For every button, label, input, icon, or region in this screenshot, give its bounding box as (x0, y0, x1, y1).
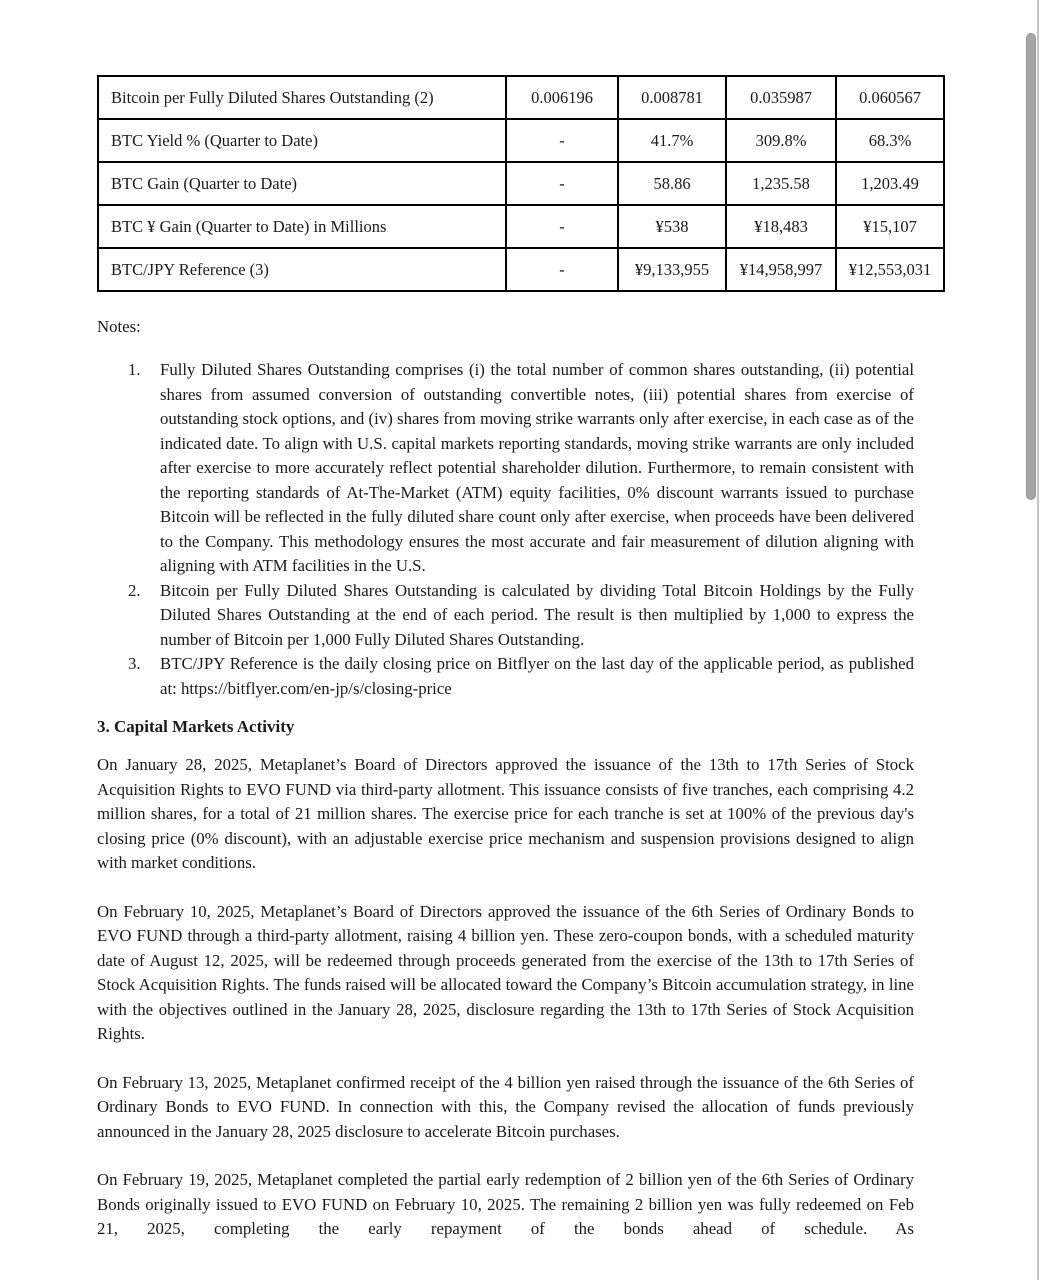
note-text: Bitcoin per Fully Diluted Shares Outstanding is calculated by dividing Total Bitcoin Holdings by the Fully Diluted Shares Outstanding at the end of each period. The result is then multiplied by 1,000 to express the number of Bitcoin per 1,000 Fully Diluted Shares Outstanding. (160, 580, 914, 649)
table-row (98, 248, 944, 291)
note-marker: 2. (128, 580, 141, 600)
notes-heading: Notes: (97, 317, 141, 336)
metric-label: BTC ¥ Gain (Quarter to Date) in Millions (98, 205, 506, 248)
btc-metrics-table (97, 75, 945, 292)
paragraph-feb-13: On February 13, 2025, Metaplanet confirmed receipt of the 4 billion yen raised through the issuance of the 6th Series of Ordinary Bonds to EVO FUND. In connection with this, the Company revised the allocation of funds previously announced in the January 28, 2025 disclosure to accelerate Bitcoin purchases. (97, 1072, 914, 1141)
metric-label: BTC Gain (Quarter to Date) (98, 162, 506, 205)
metric-value: ¥538 (618, 205, 726, 248)
metric-value: 0.008781 (618, 76, 726, 119)
metric-value: - (506, 119, 618, 162)
section-heading-capital-markets: 3. Capital Markets Activity (97, 717, 295, 736)
metric-value: 1,235.58 (726, 162, 836, 205)
metric-value: 0.035987 (726, 76, 836, 119)
table-row (98, 76, 944, 119)
table-row (98, 162, 944, 205)
page-edge-divider (1037, 0, 1039, 1280)
metric-value: 1,203.49 (836, 162, 944, 205)
note-item (97, 358, 914, 579)
table-row (98, 119, 944, 162)
note-text: Fully Diluted Shares Outstanding comprises (i) the total number of common shares outstanding, (ii) potential shares from assumed conversion of outstanding convertible notes, (iii) potential shares from exercise of outstanding stock options, and (iv) shares from moving strike warrants only after exercise, in each case as of the indicated date. To align with U.S. capital markets reporting standards, moving strike warrants are only included after exercise to more accurately reflect potential shareholder dilution. Furthermore, to remain consistent with the reporting standards of At-The-Market (ATM) equity facilities, 0% discount warrants issued to purchase Bitcoin will be reflected in the fully diluted share count only after exercise, when proceeds have been delivered to the Company. This methodology ensures the most accurate and fair measurement of dilution aligning with aligning with ATM facilities in the U.S. (160, 360, 914, 575)
metric-value: 58.86 (618, 162, 726, 205)
metric-value: 0.060567 (836, 76, 944, 119)
note-item (97, 652, 914, 701)
note-marker: 1. (128, 360, 141, 379)
metric-value: ¥9,133,955 (618, 248, 726, 291)
note-marker: 3. (128, 654, 141, 673)
table-row (98, 205, 944, 248)
metric-value: ¥18,483 (726, 205, 836, 248)
metric-value: - (506, 162, 618, 205)
metric-value: 68.3% (836, 119, 944, 162)
metric-value: 0.006196 (506, 76, 618, 119)
paragraph-jan-28: On January 28, 2025, Metaplanet’s Board of Directors approved the issuance of the 13th to 17th Series of Stock Acquisition Rights to EVO FUND via third-party allotment. This issuance consists of five tranches, each comprising 4.2 million shares, for a total of 21 million shares. The exercise price for each tranche is set at 100% of the previous day's closing price (0% discount), with an adjustable exercise price mechanism and suspension provisions designed to align with market conditions. (97, 755, 914, 872)
paragraph-feb-10: On February 10, 2025, Metaplanet’s Board of Directors approved the issuance of the 6th Series of Ordinary Bonds to EVO FUND through a third-party allotment, raising 4 billion yen. These zero-coupon bonds, with a scheduled maturity date of August 12, 2025, will be redeemed through proceeds generated from the exercise of the 13th to 17th Series of Stock Acquisition Rights. The funds raised will be allocated toward the Company’s Bitcoin accumulation strategy, in line with the objectives outlined in the January 28, 2025, disclosure regarding the 13th to 17th Series of Stock Acquisition Rights. (97, 901, 914, 1043)
metric-value: ¥14,958,997 (726, 248, 836, 291)
note-item (97, 579, 914, 653)
metric-value: 309.8% (726, 119, 836, 162)
metric-label: Bitcoin per Fully Diluted Shares Outstanding (2) (98, 76, 506, 119)
paragraph-feb-19: On February 19, 2025, Metaplanet completed the partial early redemption of 2 billion yen of the 6th Series of Ordinary Bonds originally issued to EVO FUND on February 10, 2025. The remaining 2 billion yen was fully redeemed on Feb 21, 2025, completing the early repayment of the bonds ahead of schedule. As (97, 1170, 914, 1238)
metric-value: ¥15,107 (836, 205, 944, 248)
metric-label: BTC Yield % (Quarter to Date) (98, 119, 506, 162)
notes-list (97, 358, 914, 701)
metric-value: 41.7% (618, 119, 726, 162)
metric-value: - (506, 205, 618, 248)
note-text: BTC/JPY Reference is the daily closing price on Bitflyer on the last day of the applicable period, as published at: https://bitflyer.com/en-jp/s/closing-price (160, 654, 914, 698)
scrollbar-thumb[interactable] (1026, 33, 1036, 500)
metric-value: ¥12,553,031 (836, 248, 944, 291)
metric-value: - (506, 248, 618, 291)
metric-label: BTC/JPY Reference (3) (98, 248, 506, 291)
